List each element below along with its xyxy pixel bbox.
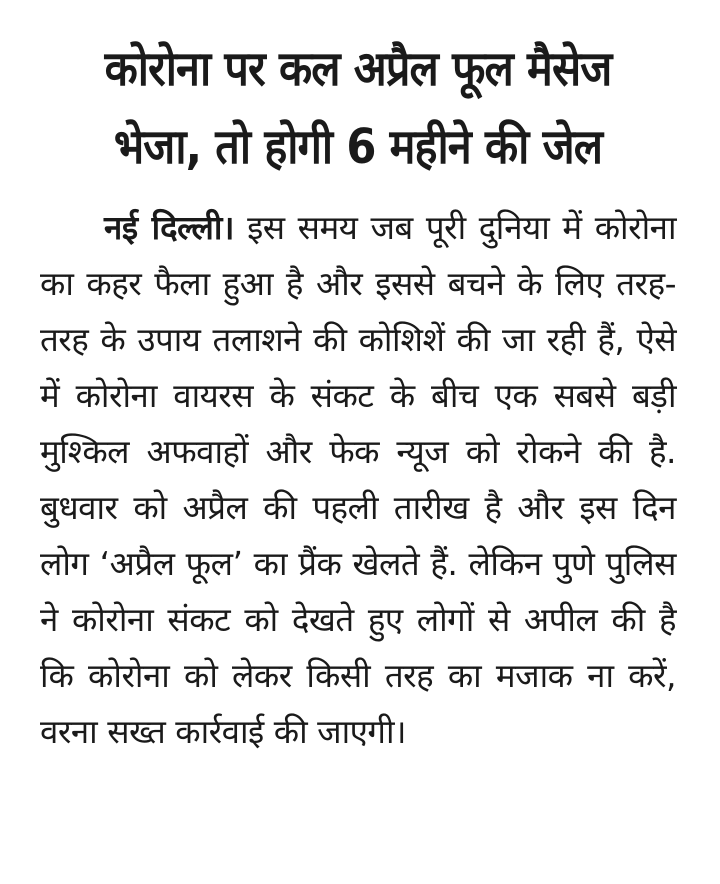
article-body bbox=[40, 200, 676, 760]
dateline: नई दिल्ली। bbox=[104, 208, 234, 247]
headline-line-1: कोरोना पर कल अप्रैल फूल मैसेज bbox=[104, 41, 612, 97]
headline-line-2: भेजा, तो होगी 6 महीने की जेल bbox=[113, 119, 603, 175]
headline bbox=[72, 30, 644, 186]
article-body-text: इस समय जब पूरी दुनिया में कोरोना का कहर फैला हुआ है और इससे बचने के लिए तरह-तरह के उपाय तलाशने की कोशिशें की जा रही हैं, ऐसे में कोरोना वायरस के संकट के बीच एक सबसे बड़ी मुश्किल अफवाहों और फेक न्यूज को रोकने की है. बुधवार को अप्रैल की पहली तारीख है और इस दिन लोग ‘अप्रैल फूल’ का प्रैंक खेलते हैं. लेकिन पुणे पुलिस ने कोरोना संकट को देखते हुए लोगों से अपील की है कि कोरोना को लेकर किसी तरह का मजाक ना करें, वरना सख्त कार्रवाई की जाएगी। bbox=[40, 208, 676, 751]
